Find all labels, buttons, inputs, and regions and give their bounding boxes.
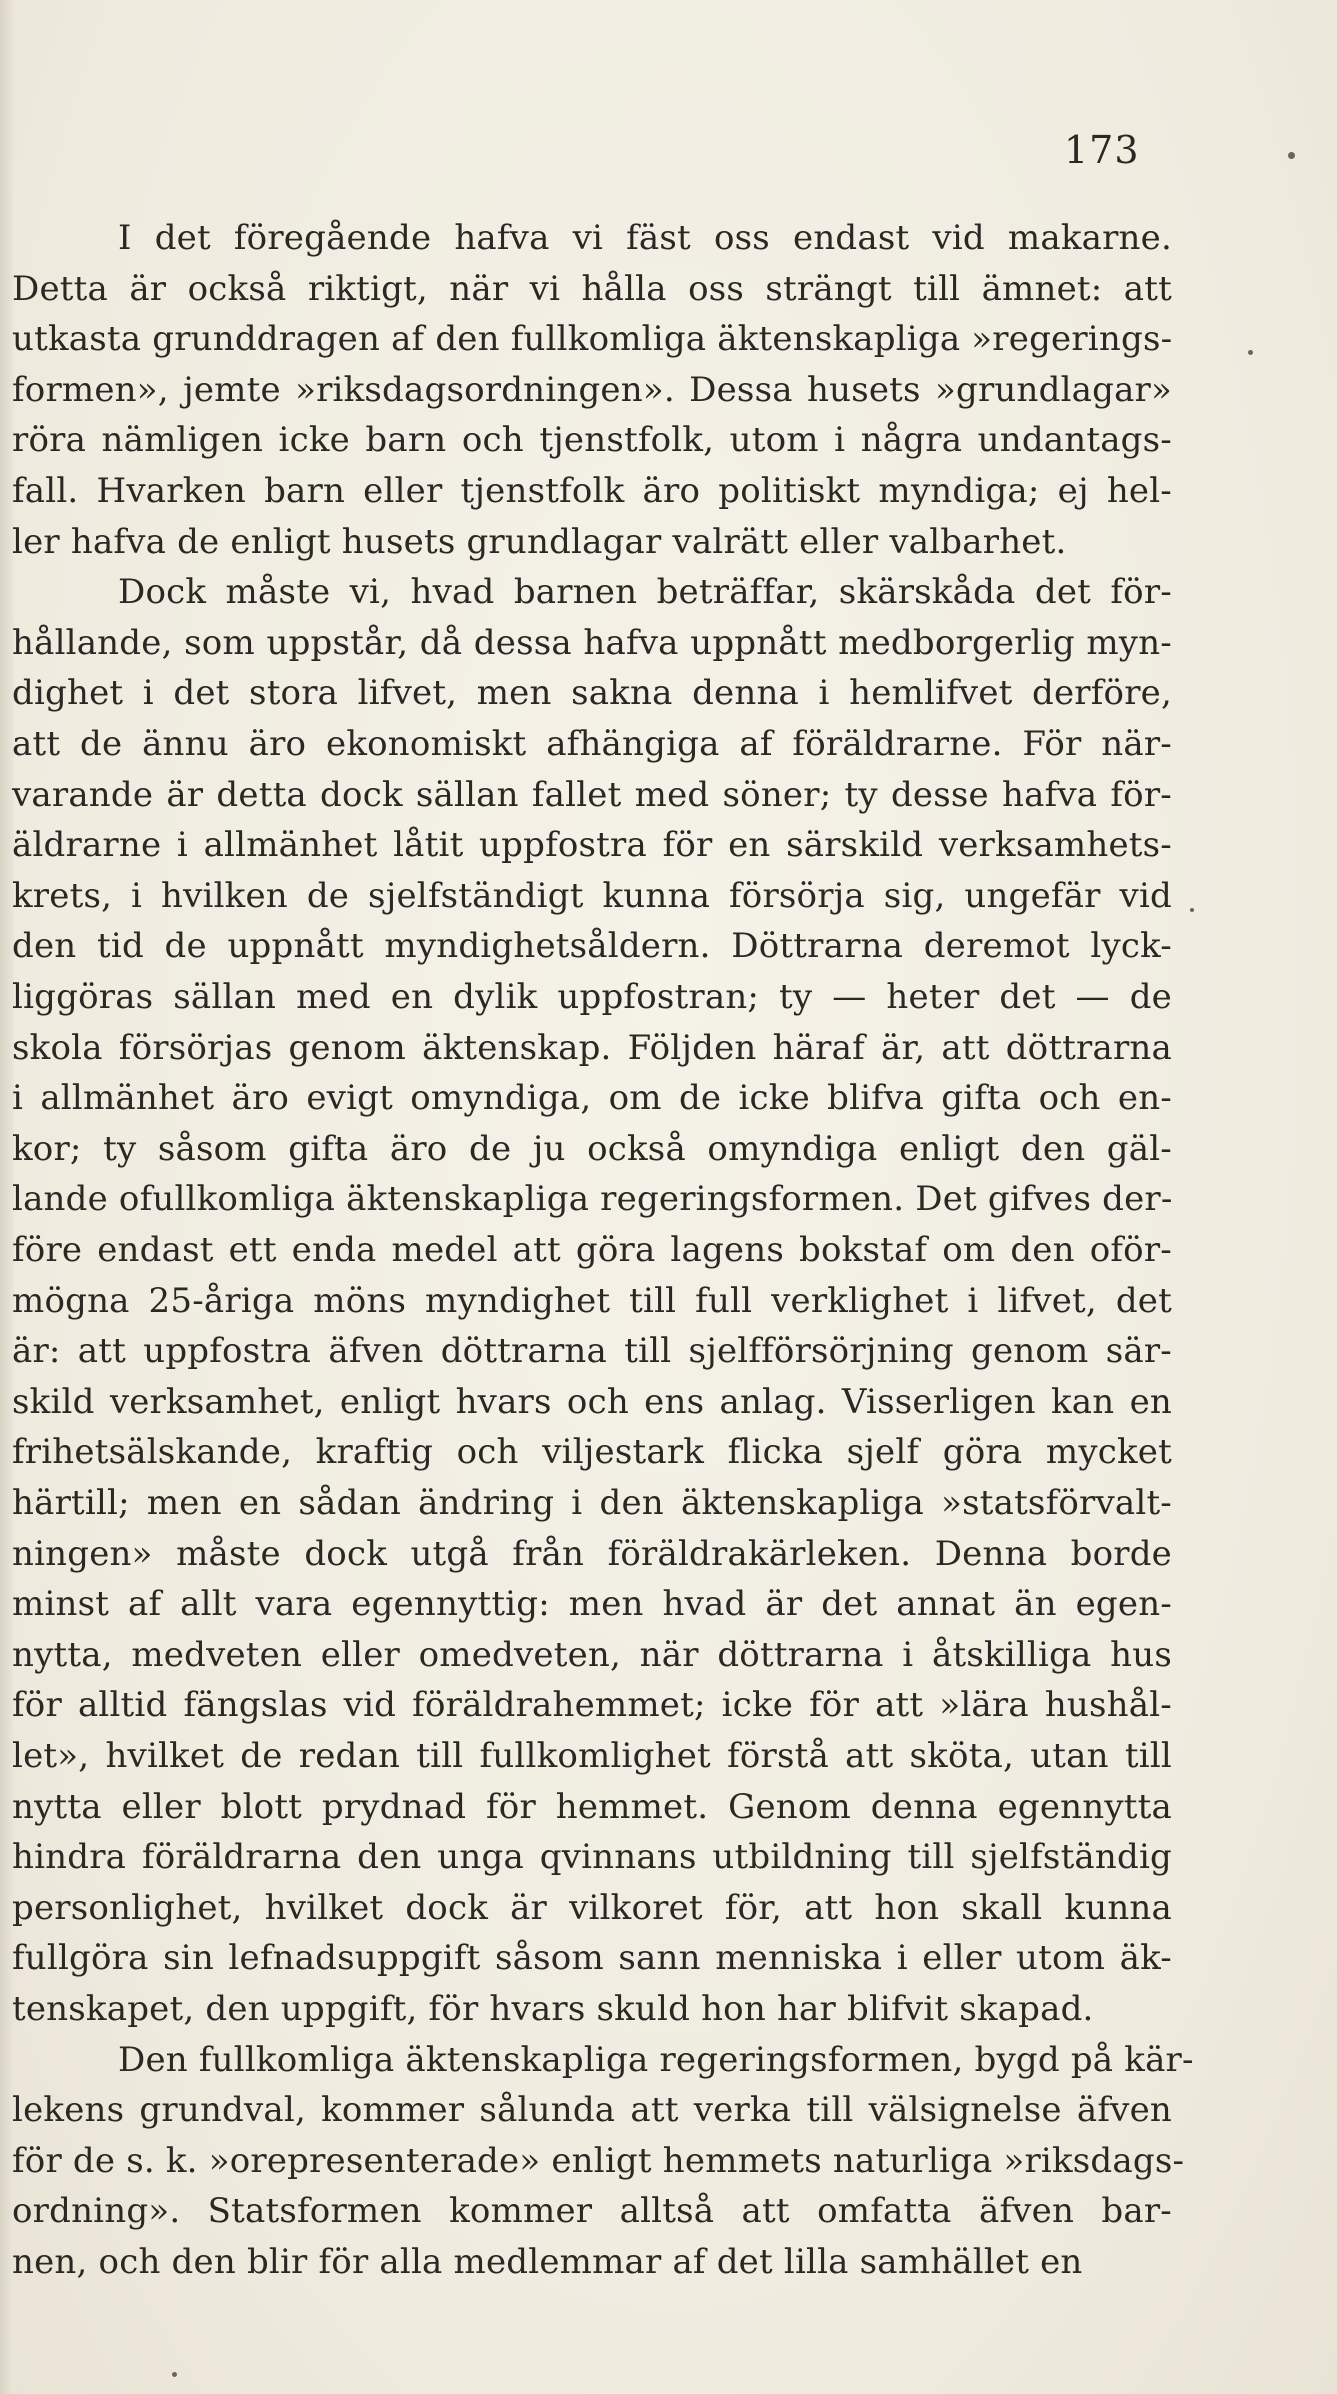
- text-line: att de ännu äro ekonomiskt afhängiga af föräldrarne. För när-: [12, 724, 1172, 764]
- text-line: nytta eller blott prydnad för hemmet. Genom denna egennytta: [12, 1787, 1172, 1827]
- text-line: liggöras sällan med en dylik uppfostran; ty — heter det — de: [12, 977, 1172, 1017]
- text-line: ordning». Statsformen kommer alltså att omfatta äfven bar-: [12, 2191, 1172, 2231]
- text-line: härtill; men en sådan ändring i den äktenskapliga »statsförvalt-: [12, 1483, 1172, 1523]
- text-line: varande är detta dock sällan fallet med söner; ty desse hafva för-: [12, 775, 1172, 815]
- text-line: Detta är också riktigt, när vi hålla oss strängt till ämnet: att: [12, 269, 1172, 309]
- text-line: lande ofullkomliga äktenskapliga regeringsformen. Det gifves der-: [12, 1179, 1173, 1219]
- text-line: är: att uppfostra äfven döttrarna till sjelfförsörjning genom sär-: [12, 1331, 1172, 1371]
- text-line: I det föregående hafva vi fäst oss endast vid makarne.: [118, 218, 1172, 258]
- text-line: utkasta grunddragen af den fullkomliga äktenskapliga »regerings-: [12, 319, 1173, 359]
- text-line: kor; ty såsom gifta äro de ju också omyndiga enligt den gäl-: [12, 1129, 1172, 1169]
- text-line: hållande, som uppstår, då dessa hafva uppnått medborgerlig myn-: [12, 623, 1172, 663]
- text-line: tenskapet, den uppgift, för hvars skuld hon har blifvit skapad.: [12, 1989, 1094, 2029]
- text-line: fall. Hvarken barn eller tjenstfolk äro politiskt myndiga; ej hel-: [12, 471, 1172, 511]
- ink-speck: [1190, 908, 1194, 912]
- text-line: dighet i det stora lifvet, men sakna denna i hemlifvet derföre,: [12, 673, 1172, 713]
- text-line: Den fullkomliga äktenskapliga regeringsformen, bygd på kär-: [118, 2040, 1194, 2080]
- text-line: fullgöra sin lefnadsuppgift såsom sann menniska i eller utom äk-: [12, 1938, 1172, 1978]
- text-line: ler hafva de enligt husets grundlagar valrätt eller valbarhet.: [12, 522, 1067, 562]
- text-line: formen», jemte »riksdagsordningen». Dessa husets »grundlagar»: [12, 370, 1172, 410]
- ink-speck: [1288, 152, 1295, 159]
- text-line: för alltid fängslas vid föräldrahemmet; icke för att »lära hushål-: [12, 1685, 1172, 1725]
- text-line: skild verksamhet, enligt hvars och ens anlag. Visserligen kan en: [12, 1382, 1172, 1422]
- text-line: Dock måste vi, hvad barnen beträffar, skärskåda det för-: [118, 572, 1172, 612]
- text-line: nen, och den blir för alla medlemmar af det lilla samhället en: [12, 2242, 1083, 2282]
- text-line: lekens grundval, kommer sålunda att verka till välsignelse äfven: [12, 2090, 1172, 2130]
- text-line: krets, i hvilken de sjelfständigt kunna försörja sig, ungefär vid: [12, 876, 1172, 916]
- text-line: frihetsälskande, kraftig och viljestark flicka sjelf göra mycket: [12, 1432, 1172, 1472]
- text-line: äldrarne i allmänhet låtit uppfostra för en särskild verksamhets-: [12, 825, 1172, 865]
- ink-speck: [1248, 350, 1253, 355]
- text-line: let», hvilket de redan till fullkomlighet förstå att sköta, utan till: [12, 1736, 1172, 1776]
- ink-speck: [172, 2372, 177, 2377]
- text-line: före endast ett enda medel att göra lagens bokstaf om den oför-: [12, 1230, 1172, 1270]
- page-number: 173: [1064, 128, 1140, 172]
- text-line: ningen» måste dock utgå från föräldrakärleken. Denna borde: [12, 1534, 1172, 1574]
- text-line: den tid de uppnått myndighetsåldern. Döttrarna deremot lyck-: [12, 926, 1172, 966]
- text-line: mögna 25-åriga möns myndighet till full verklighet i lifvet, det: [12, 1281, 1172, 1321]
- text-line: nytta, medveten eller omedveten, när döttrarna i åtskilliga hus: [12, 1635, 1172, 1675]
- text-line: röra nämligen icke barn och tjenstfolk, utom i några undantags-: [12, 420, 1172, 460]
- text-line: i allmänhet äro evigt omyndiga, om de icke blifva gifta och en-: [12, 1078, 1172, 1118]
- text-line: för de s. k. »orepresenterade» enligt hemmets naturliga »riksdags-: [12, 2141, 1185, 2181]
- text-line: hindra föräldrarna den unga qvinnans utbildning till sjelfständig: [12, 1837, 1172, 1877]
- text-line: personlighet, hvilket dock är vilkoret för, att hon skall kunna: [12, 1888, 1172, 1928]
- text-line: minst af allt vara egennyttig: men hvad är det annat än egen-: [12, 1584, 1172, 1624]
- text-line: skola försörjas genom äktenskap. Följden häraf är, att döttrarna: [12, 1028, 1172, 1068]
